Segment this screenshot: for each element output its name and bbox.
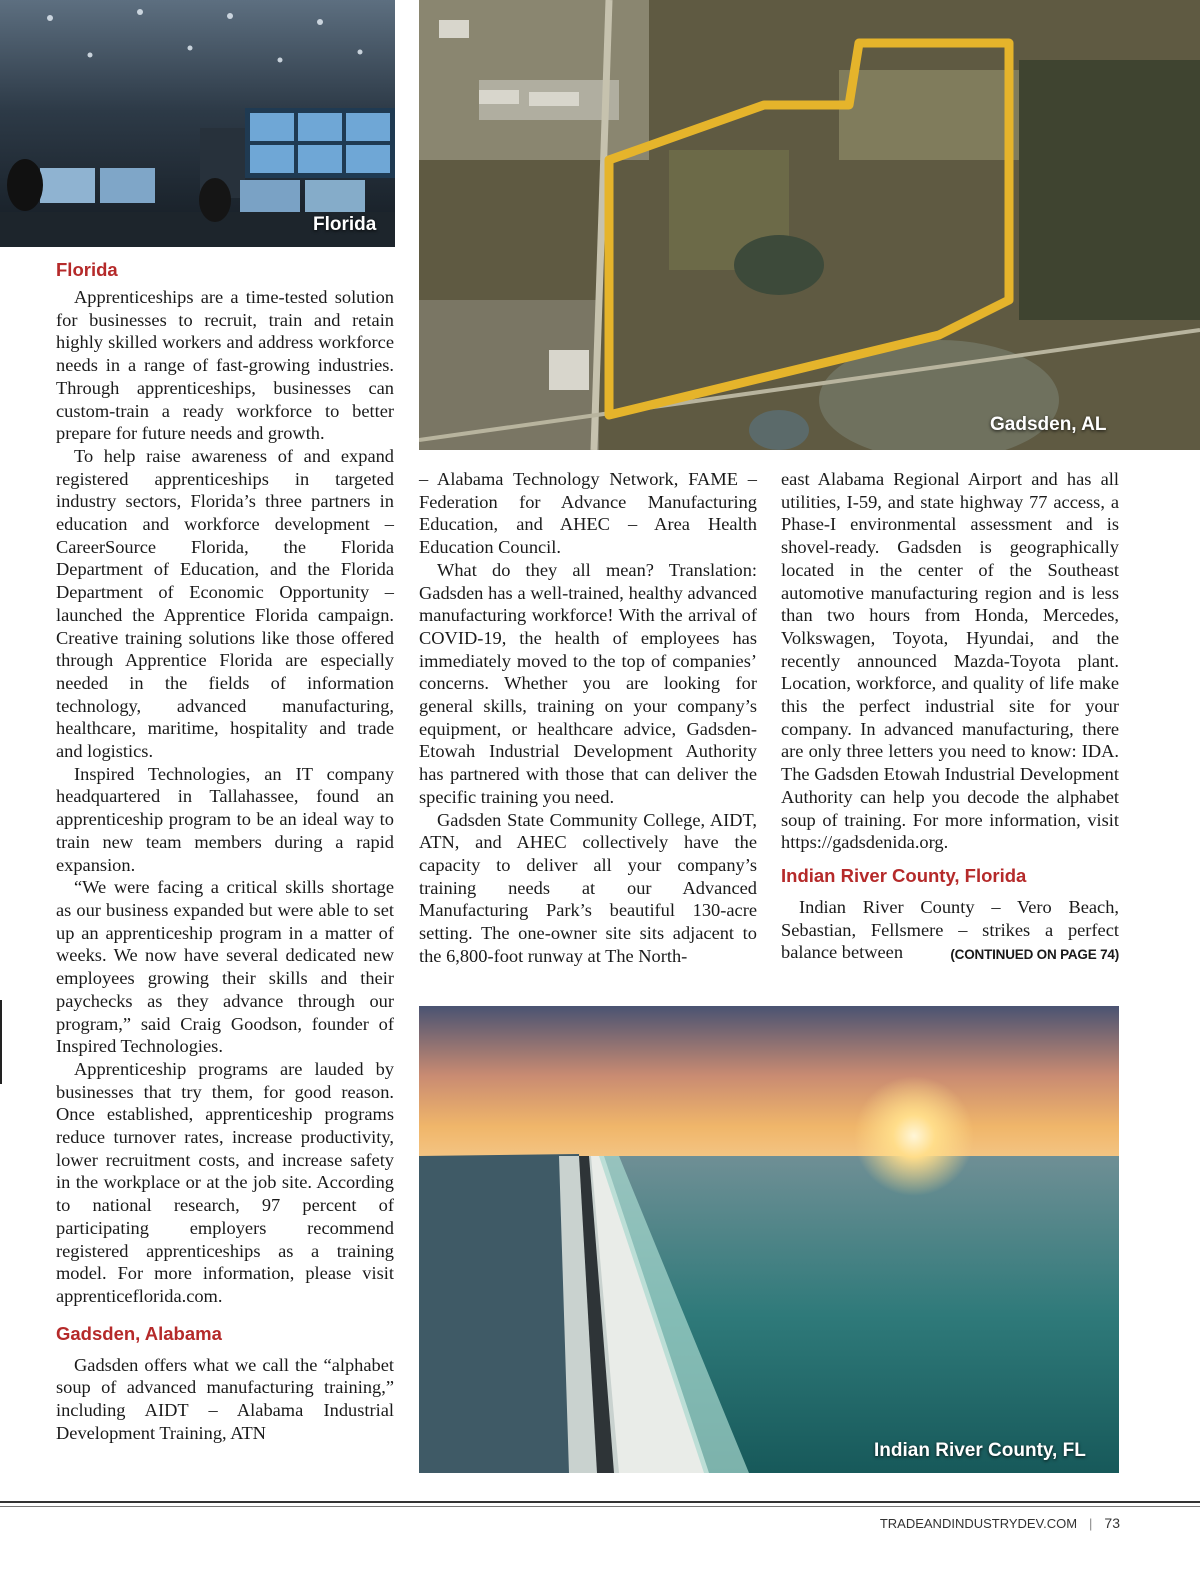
gadsden-paragraph-3-continued: east Alabama Regional Airport and has all utilities, I-59, and state highway 77 access, a Phase-I environmental assessment and is shovel-ready. Gadsden is geographically located in the center of the Southeast automotive manufacturing region and is less than two hours from Honda, Mercedes, Volkswagen, Toyota, Hyundai, and the recently announced Mazda-Toyota plant. Location, workforce, and quality of life make this the perfect industrial site for your company. In advanced manufacturing, there are only three letters you need to know: IDA. The Gadsden Etowah Industrial Development Authority can help you decode the alphabet soup of training. For more information, visit https://gadsdenida.org. (781, 469, 1119, 853)
indian-river-text: Indian River County – Vero Beach, Sebastian, Fellsmere – strikes a perfect balance between (781, 896, 1119, 963)
florida-photo (0, 0, 395, 247)
gadsden-paragraph-1: Gadsden offers what we call the “alphabet soup of advanced manufacturing training,” including AIDT – Alabama Industrial Development Training, ATN (56, 1354, 394, 1443)
gadsden-paragraph-3: Gadsden State Community College, AIDT, ATN, and AHEC collectively have the capacity to deliver all your company’s training needs at our Advanced Manufacturing Park’s beautiful 130-acre setting. The one-owner site sits adjacent to the 6,800-foot runway at The North- (419, 809, 757, 966)
gadsden-photo-caption: Gadsden, AL (990, 414, 1107, 435)
florida-heading: Florida (56, 259, 118, 280)
florida-paragraph-2: To help raise awareness of and expand registered apprenticeships in targeted industry sectors, Florida’s three partners in education and workforce development – CareerSource Florida, the Florida Department of Education, and the Florida Department of Economic Opportunity – launched the Apprentice Florida campaign. Creative training solutions like those offered through Apprentice Florida are especially needed in the fields of information technology, advanced manufacturing, healthcare, maritime, hospitality and trade and logistics. (56, 445, 394, 762)
page-footer: TRADEANDINDUSTRYDEV.COM | 73 (879, 1515, 1120, 1531)
florida-paragraph-4: “We were facing a critical skills shortage as our business expanded but were able to set up an apprenticeship program in a matter of weeks. We now have several dedicated new employees growing their skills and their paychecks as they advance through our program,” said Craig Goodson, founder of Inspired Technologies. (56, 877, 394, 1057)
gadsden-paragraph-2: What do they all mean? Translation: Gadsden has a well-trained, healthy advanced manufacturing workforce! With the arrival of COVID-19, the health of employees has immediately moved to the top of companies’ concerns. Whether you are looking for general skills, training on your company’s equipment, or healthcare advice, Gadsden-Etowah Industrial Development Authority has partnered with those that can deliver the specific training you need. (419, 559, 757, 807)
indian-river-photo (419, 1006, 1119, 1473)
gadsden-paragraph-1-continued: – Alabama Technology Network, FAME – Federation for Advance Manufacturing Education, and AHEC – Area Health Education Council. (419, 469, 757, 558)
margin-mark (0, 1000, 2, 1084)
florida-paragraph-5: Apprenticeship programs are lauded by businesses that try them, for good reason. Once established, apprenticeship programs reduce turnover rates, increase productivity, lower recruitment costs, and increase safety in the workplace or at the job site. According to national research, 97 percent of participating employers recommend registered apprenticeships as a training model. For more information, please visit apprenticeflorida.com. (56, 1058, 394, 1306)
footer-rule-thick (0, 1501, 1200, 1503)
page-number: 73 (1104, 1515, 1120, 1531)
column-3 (781, 468, 1119, 967)
column-2 (419, 468, 757, 967)
continued-link[interactable]: (CONTINUED ON PAGE 74) (950, 947, 1119, 963)
column-1 (56, 258, 394, 1444)
gadsden-heading: Gadsden, Alabama (56, 1322, 222, 1344)
footer-site-link[interactable]: TRADEANDINDUSTRYDEV.COM (879, 1516, 1078, 1531)
footer-rule-thin (0, 1506, 1200, 1507)
florida-paragraph-3: Inspired Technologies, an IT company headquartered in Tallahassee, found an apprenticeship program to be an ideal way to train new team members during a rapid expansion. (56, 763, 394, 875)
florida-photo-caption: Florida (313, 214, 377, 235)
indian-river-heading: Indian River County, Florida (781, 864, 1027, 886)
indian-river-photo-caption: Indian River County, FL (874, 1440, 1086, 1461)
gadsden-aerial-photo (419, 0, 1200, 450)
indian-river-paragraph-1 (781, 896, 1119, 964)
florida-paragraph-1: Apprenticeships are a time-tested solution for businesses to recruit, train and retain highly skilled workers and address workforce needs in a range of fast-growing industries. Through apprenticeships, businesses can custom-train a ready workforce to better prepare for future needs and growth. (56, 287, 394, 444)
